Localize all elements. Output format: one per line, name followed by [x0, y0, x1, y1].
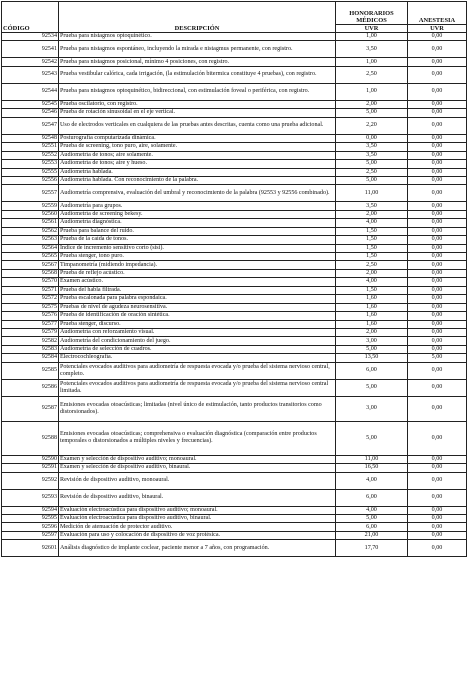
row-description: Audiometría de tonos; aire y hueso. — [59, 160, 336, 168]
row-fee-uvr: 6,00 — [336, 362, 408, 379]
row-description: Timpanometría (midiendo impedancia). — [59, 261, 336, 269]
row-fee-uvr: 0,00 — [336, 134, 408, 142]
fee-table-body — [2, 33, 467, 557]
row-code: 92594 — [2, 506, 59, 514]
row-anesthesia-uvr: 0,00 — [408, 185, 467, 202]
row-description: Audiometría hablada. — [59, 168, 336, 176]
row-code: 92542 — [2, 58, 59, 66]
row-fee-uvr: 4,00 — [336, 278, 408, 286]
row-anesthesia-uvr: 0,00 — [408, 41, 467, 58]
table-row — [2, 236, 467, 244]
row-code: 92562 — [2, 227, 59, 235]
row-anesthesia-uvr: 0,00 — [408, 472, 467, 489]
row-description: Emisiones evocadas otoacústicas; comprehensiva o evaluación diagnóstica (comparación entre productos temporales o distorsionados a múltiples niveles y frecuencias). — [59, 421, 336, 455]
row-anesthesia-uvr: 0,00 — [408, 100, 467, 108]
row-description: Evaluación para uso y colocación de dispositivo de voz protésica. — [59, 531, 336, 539]
row-description: Electrocochleografía. — [59, 354, 336, 362]
row-code: 92560 — [2, 210, 59, 218]
row-anesthesia-uvr: 0,00 — [408, 489, 467, 506]
row-fee-uvr: 2,00 — [336, 269, 408, 277]
row-code: 92548 — [2, 134, 59, 142]
row-fee-uvr: 3,50 — [336, 151, 408, 159]
table-row — [2, 286, 467, 294]
row-fee-uvr: 1,60 — [336, 295, 408, 303]
row-fee-uvr: 4,00 — [336, 506, 408, 514]
header-fees-unit: UVR — [336, 25, 408, 33]
row-fee-uvr: 5,00 — [336, 160, 408, 168]
row-code: 92547 — [2, 117, 59, 134]
row-code: 92585 — [2, 362, 59, 379]
row-anesthesia-uvr: 0,00 — [408, 117, 467, 134]
row-anesthesia-uvr: 0,00 — [408, 278, 467, 286]
row-description: Análisis diagnóstico de implante coclear, paciente menor a 7 años, con programación. — [59, 540, 336, 557]
table-row — [2, 278, 467, 286]
row-description: Prueba de screening, tono puro, aire, solamente. — [59, 143, 336, 151]
row-code: 92568 — [2, 269, 59, 277]
table-row — [2, 362, 467, 379]
row-description: Audiometría de tonos; aire solamente. — [59, 151, 336, 159]
row-fee-uvr: 1,50 — [336, 236, 408, 244]
row-code: 92559 — [2, 202, 59, 210]
row-anesthesia-uvr: 0,00 — [408, 540, 467, 557]
table-row — [2, 151, 467, 159]
row-anesthesia-uvr: 0,00 — [408, 286, 467, 294]
row-description: Examen y selección de dispositivo auditivo, binaural. — [59, 464, 336, 472]
table-row — [2, 295, 467, 303]
row-fee-uvr: 4,00 — [336, 472, 408, 489]
row-fee-uvr: 2,50 — [336, 168, 408, 176]
row-anesthesia-uvr: 0,00 — [408, 236, 467, 244]
row-description: Audiometría para grupos. — [59, 202, 336, 210]
row-fee-uvr: 5,00 — [336, 345, 408, 353]
row-description: Prueba oscilatorio, con registro. — [59, 100, 336, 108]
table-row — [2, 421, 467, 455]
row-anesthesia-uvr: 0,00 — [408, 312, 467, 320]
row-anesthesia-uvr: 0,00 — [408, 66, 467, 83]
row-description: Evaluación electroacústica para dispositivo auditivo; monoaural. — [59, 506, 336, 514]
row-description: Posturografía computarizada dinámica. — [59, 134, 336, 142]
table-row — [2, 269, 467, 277]
table-row — [2, 396, 467, 421]
row-code: 92584 — [2, 354, 59, 362]
table-row — [2, 515, 467, 523]
row-fee-uvr: 1,60 — [336, 303, 408, 311]
row-fee-uvr: 11,00 — [336, 185, 408, 202]
row-anesthesia-uvr: 0,00 — [408, 421, 467, 455]
row-fee-uvr: 5,00 — [336, 515, 408, 523]
row-code: 92601 — [2, 540, 59, 557]
row-code: 92567 — [2, 261, 59, 269]
table-row — [2, 253, 467, 261]
row-fee-uvr: 2,00 — [336, 100, 408, 108]
row-anesthesia-uvr: 0,00 — [408, 396, 467, 421]
table-row — [2, 83, 467, 100]
row-description: Evaluación electroacústica para dispositivo auditivo, binaural. — [59, 515, 336, 523]
row-anesthesia-uvr: 0,00 — [408, 523, 467, 531]
row-anesthesia-uvr: 0,00 — [408, 109, 467, 117]
row-description: Prueba para balance del ruido. — [59, 227, 336, 235]
row-code: 92551 — [2, 143, 59, 151]
row-anesthesia-uvr: 0,00 — [408, 151, 467, 159]
row-code: 92545 — [2, 100, 59, 108]
row-anesthesia-uvr: 0,00 — [408, 506, 467, 514]
row-description: Potenciales evocados auditivos para audiometría de respuesta evocada y/o prueba del sistema nervioso central limitada. — [59, 379, 336, 396]
row-code: 92556 — [2, 176, 59, 184]
table-row — [2, 58, 467, 66]
row-description: Audiometría diagnóstica. — [59, 219, 336, 227]
row-description: Pruebas de nivel de agudeza neurosensitiva. — [59, 303, 336, 311]
row-description: Examen acústico. — [59, 278, 336, 286]
row-fee-uvr: 1,50 — [336, 227, 408, 235]
row-anesthesia-uvr: 0,00 — [408, 295, 467, 303]
row-anesthesia-uvr: 0,00 — [408, 515, 467, 523]
row-description: Potenciales evocados auditivos para audiometría de respuesta evocada y/o prueba del sistema nervioso central, completo. — [59, 362, 336, 379]
row-fee-uvr: 1,00 — [336, 58, 408, 66]
row-fee-uvr: 3,50 — [336, 143, 408, 151]
row-description: Audiometría de selección de cuadros. — [59, 345, 336, 353]
row-description: Prueba de reflejo acústico. — [59, 269, 336, 277]
row-fee-uvr: 1,60 — [336, 320, 408, 328]
row-code: 92564 — [2, 244, 59, 252]
table-row — [2, 202, 467, 210]
row-anesthesia-uvr: 0,00 — [408, 345, 467, 353]
row-description: Prueba de identificación de oración sintética. — [59, 312, 336, 320]
row-code: 92572 — [2, 295, 59, 303]
row-description: Prueba escalonada para palabra espondaica. — [59, 295, 336, 303]
row-anesthesia-uvr: 0,00 — [408, 83, 467, 100]
table-row — [2, 455, 467, 463]
row-fee-uvr: 3,00 — [336, 337, 408, 345]
row-code: 92577 — [2, 320, 59, 328]
row-code: 92543 — [2, 66, 59, 83]
row-description: Emisiones evocadas otoacústicas; limitadas (nivel único de estimulación, tanto productos transitorios como distorsionados). — [59, 396, 336, 421]
row-code: 92588 — [2, 421, 59, 455]
row-code: 92546 — [2, 109, 59, 117]
row-code: 92565 — [2, 253, 59, 261]
row-anesthesia-uvr: 0,00 — [408, 176, 467, 184]
row-code: 92552 — [2, 151, 59, 159]
table-row — [2, 66, 467, 83]
row-description: Revisión de dispositivo auditivo, monoaural. — [59, 472, 336, 489]
row-fee-uvr: 2,50 — [336, 261, 408, 269]
row-anesthesia-uvr: 0,00 — [408, 202, 467, 210]
row-description: Prueba para nistagmos espontáneo, incluyendo la mirada e nistagmus permanente, con registro. — [59, 41, 336, 58]
row-anesthesia-uvr: 0,00 — [408, 328, 467, 336]
row-code: 92541 — [2, 41, 59, 58]
row-description: Prueba para nistagmos optoquinético, bidireccional, con estimulación foveal o periférica, con registro. — [59, 83, 336, 100]
row-anesthesia-uvr: 0,00 — [408, 219, 467, 227]
row-fee-uvr: 2,50 — [336, 66, 408, 83]
row-description: Examen y selección de dispositivo auditivo; monoaural. — [59, 455, 336, 463]
fee-table — [1, 1, 467, 557]
row-code: 92591 — [2, 464, 59, 472]
row-fee-uvr: 6,00 — [336, 489, 408, 506]
row-fee-uvr: 17,70 — [336, 540, 408, 557]
table-row — [2, 337, 467, 345]
row-anesthesia-uvr: 0,00 — [408, 379, 467, 396]
row-anesthesia-uvr: 0,00 — [408, 455, 467, 463]
row-code: 92570 — [2, 278, 59, 286]
row-code: 92534 — [2, 33, 59, 41]
row-fee-uvr: 5,00 — [336, 109, 408, 117]
row-fee-uvr: 21,00 — [336, 531, 408, 539]
row-fee-uvr: 1,00 — [336, 33, 408, 41]
row-anesthesia-uvr: 0,00 — [408, 531, 467, 539]
row-anesthesia-uvr: 0,00 — [408, 58, 467, 66]
table-row — [2, 320, 467, 328]
table-row — [2, 379, 467, 396]
row-fee-uvr: 3,50 — [336, 202, 408, 210]
header-code: CÓDIGO — [2, 2, 59, 33]
table-row — [2, 489, 467, 506]
table-row — [2, 244, 467, 252]
table-row — [2, 227, 467, 235]
row-anesthesia-uvr: 0,00 — [408, 143, 467, 151]
table-row — [2, 210, 467, 218]
header-description: DESCRIPCIÓN — [59, 2, 336, 33]
row-code: 92575 — [2, 303, 59, 311]
row-anesthesia-uvr: 0,00 — [408, 303, 467, 311]
table-row — [2, 33, 467, 41]
row-anesthesia-uvr: 0,00 — [408, 134, 467, 142]
table-row — [2, 312, 467, 320]
table-row — [2, 328, 467, 336]
row-anesthesia-uvr: 0,00 — [408, 320, 467, 328]
row-code: 92561 — [2, 219, 59, 227]
row-description: Audiometría hablada. Con reconocimiento de la palabra. — [59, 176, 336, 184]
row-anesthesia-uvr: 0,00 — [408, 160, 467, 168]
row-code: 92571 — [2, 286, 59, 294]
row-code: 92590 — [2, 455, 59, 463]
row-description: Prueba del habla filtrada. — [59, 286, 336, 294]
row-code: 92587 — [2, 396, 59, 421]
row-code: 92586 — [2, 379, 59, 396]
row-description: Prueba para nistagmos optoquinético. — [59, 33, 336, 41]
table-row — [2, 531, 467, 539]
table-row — [2, 176, 467, 184]
row-fee-uvr: 3,50 — [336, 41, 408, 58]
row-code: 92544 — [2, 83, 59, 100]
table-row — [2, 100, 467, 108]
row-description: Prueba para nistagmos posicional, mínimo 4 posiciones, con registro. — [59, 58, 336, 66]
row-fee-uvr: 1,60 — [336, 312, 408, 320]
header-anesthesia: ANESTESIA — [408, 2, 467, 25]
row-fee-uvr: 1,00 — [336, 83, 408, 100]
row-anesthesia-uvr: 0,00 — [408, 210, 467, 218]
row-fee-uvr: 6,00 — [336, 523, 408, 531]
row-description: Audiometría de screening bekesy. — [59, 210, 336, 218]
table-row — [2, 464, 467, 472]
row-code: 92579 — [2, 328, 59, 336]
row-anesthesia-uvr: 0,00 — [408, 244, 467, 252]
row-fee-uvr: 5,00 — [336, 421, 408, 455]
row-anesthesia-uvr: 0,00 — [408, 269, 467, 277]
row-anesthesia-uvr: 0,00 — [408, 33, 467, 41]
row-code: 92593 — [2, 489, 59, 506]
table-row — [2, 160, 467, 168]
table-row — [2, 303, 467, 311]
row-fee-uvr: 4,00 — [336, 219, 408, 227]
row-fee-uvr: 13,50 — [336, 354, 408, 362]
table-row — [2, 41, 467, 58]
row-code: 92595 — [2, 515, 59, 523]
row-description: Prueba de rotación sinusoidal en el eje vertical. — [59, 109, 336, 117]
row-anesthesia-uvr: 0,00 — [408, 261, 467, 269]
header-anesthesia-unit: UVR — [408, 25, 467, 33]
table-row — [2, 134, 467, 142]
table-row — [2, 354, 467, 362]
table-row — [2, 540, 467, 557]
row-fee-uvr: 5,00 — [336, 176, 408, 184]
row-fee-uvr: 5,00 — [336, 379, 408, 396]
row-anesthesia-uvr: 5,00 — [408, 354, 467, 362]
row-code: 92555 — [2, 168, 59, 176]
row-anesthesia-uvr: 0,00 — [408, 362, 467, 379]
row-fee-uvr: 1,50 — [336, 244, 408, 252]
row-code: 92563 — [2, 236, 59, 244]
table-row — [2, 185, 467, 202]
row-description: Audiometría con reforzamiento visual. — [59, 328, 336, 336]
row-code: 92592 — [2, 472, 59, 489]
table-row — [2, 523, 467, 531]
row-description: Prueba vestibular calórica, cada irrigación, (la estimulación bitermica constituye 4 pruebas), con registro. — [59, 66, 336, 83]
row-fee-uvr: 2,00 — [336, 328, 408, 336]
row-code: 92583 — [2, 345, 59, 353]
row-code: 92576 — [2, 312, 59, 320]
row-fee-uvr: 16,50 — [336, 464, 408, 472]
row-description: Índice de incremento sensitivo corto (sisi). — [59, 244, 336, 252]
row-anesthesia-uvr: 0,00 — [408, 253, 467, 261]
row-description: Prueba stenger, tono puro. — [59, 253, 336, 261]
table-row — [2, 219, 467, 227]
row-code: 92597 — [2, 531, 59, 539]
row-code: 92596 — [2, 523, 59, 531]
row-fee-uvr: 2,20 — [336, 117, 408, 134]
table-row — [2, 109, 467, 117]
row-code: 92557 — [2, 185, 59, 202]
row-anesthesia-uvr: 0,00 — [408, 464, 467, 472]
row-description: Audiometría del condicionamiento del juego. — [59, 337, 336, 345]
row-anesthesia-uvr: 0,00 — [408, 168, 467, 176]
row-description: Revisión de dispositivo auditivo, binaural. — [59, 489, 336, 506]
header-fees: HONORARIOS MÉDICOS — [336, 2, 408, 25]
table-row — [2, 345, 467, 353]
row-description: Audiometría comprensiva, evaluación del umbral y reconocimiento de la palabra (92553 y 92556 combinado). — [59, 185, 336, 202]
row-fee-uvr: 3,00 — [336, 396, 408, 421]
row-fee-uvr: 2,00 — [336, 210, 408, 218]
row-description: Medición de atenuación de protector auditivo. — [59, 523, 336, 531]
row-description: Prueba stenger, discurso. — [59, 320, 336, 328]
table-row — [2, 143, 467, 151]
row-anesthesia-uvr: 0,00 — [408, 227, 467, 235]
table-row — [2, 506, 467, 514]
table-row — [2, 168, 467, 176]
table-row — [2, 117, 467, 134]
table-row — [2, 261, 467, 269]
row-description: Prueba de la caída de tonos. — [59, 236, 336, 244]
row-code: 92553 — [2, 160, 59, 168]
row-anesthesia-uvr: 0,00 — [408, 337, 467, 345]
row-fee-uvr: 1,50 — [336, 253, 408, 261]
row-code: 92582 — [2, 337, 59, 345]
row-description: Uso de electrodos verticales en cualquiera de las pruebas antes descritas, cuenta como una prueba adicional. — [59, 117, 336, 134]
table-row — [2, 472, 467, 489]
row-fee-uvr: 11,00 — [336, 455, 408, 463]
row-fee-uvr: 1,50 — [336, 286, 408, 294]
